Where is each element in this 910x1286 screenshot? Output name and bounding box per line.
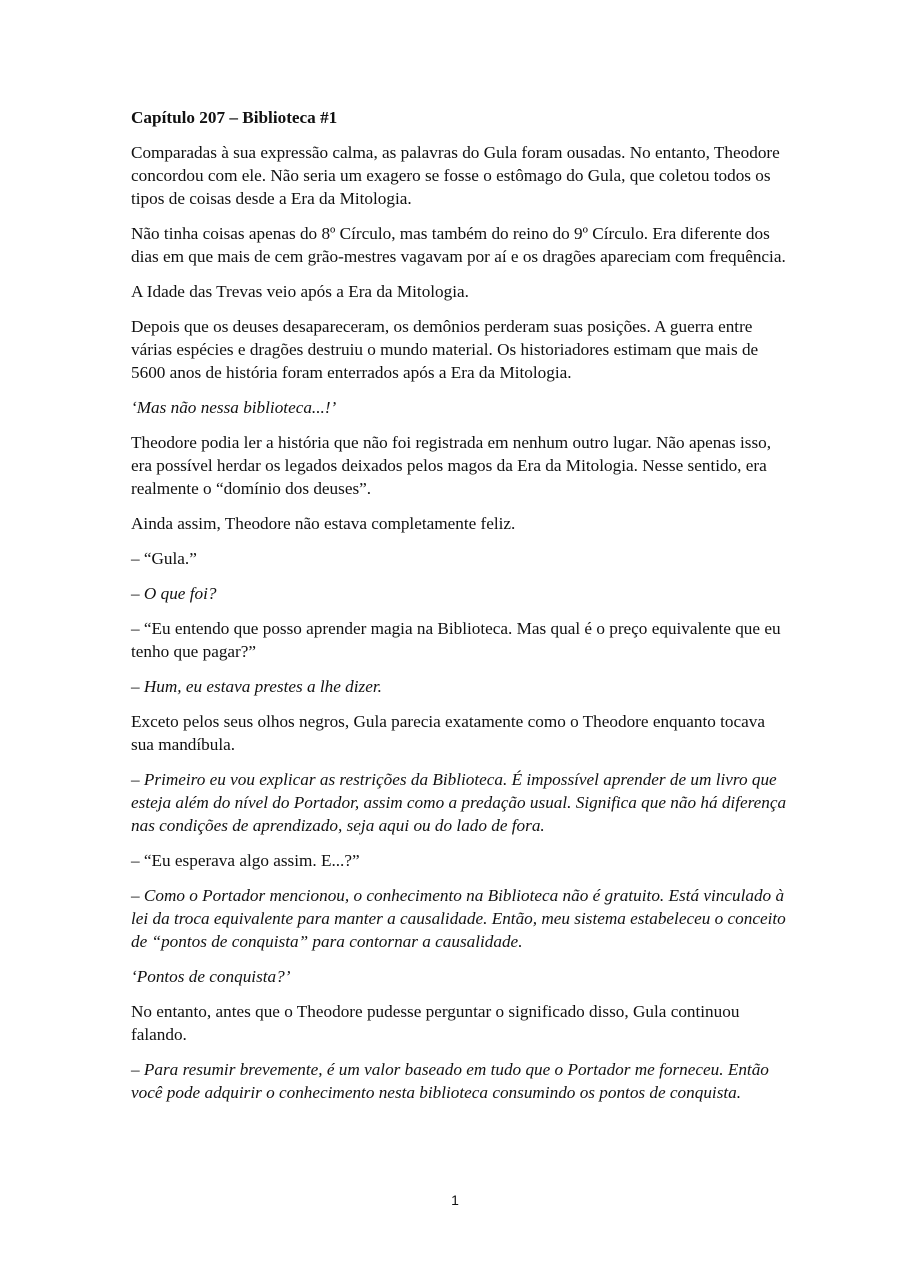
paragraph: – Primeiro eu vou explicar as restrições da Biblioteca. É impossível aprender de um livro que esteja além do nível do Portador, assim como a predação usual. Significa que não há diferença nas condições de aprendizado, seja aqui ou do lado de fora. (131, 770, 787, 835)
paragraph: – O que foi? (131, 584, 217, 603)
page-number: 1 (451, 1192, 459, 1208)
paragraph: – “Eu entendo que posso aprender magia na Biblioteca. Mas qual é o preço equivalente que eu tenho que pagar?” (131, 619, 781, 661)
paragraph: – Hum, eu estava prestes a lhe dizer. (131, 677, 382, 696)
paragraph: Ainda assim, Theodore não estava completamente feliz. (131, 514, 516, 533)
paragraph: Não tinha coisas apenas do 8º Círculo, mas também do reino do 9º Círculo. Era diferente dos dias em que mais de cem grão-mestres vagavam por aí e os dragões apareciam com frequência. (131, 224, 786, 266)
paragraph: Exceto pelos seus olhos negros, Gula parecia exatamente como o Theodore enquanto tocava sua mandíbula. (131, 712, 765, 754)
paragraph: Theodore podia ler a história que não foi registrada em nenhum outro lugar. Não apenas isso, era possível herdar os legados deixados pelos magos da Era da Mitologia. Nesse sentido, era realmente o “domínio dos deuses”. (131, 433, 772, 498)
paragraph-list (131, 141, 791, 1104)
page-body (131, 106, 791, 1116)
paragraph: A Idade das Trevas veio após a Era da Mitologia. (131, 282, 469, 301)
paragraph: ‘Mas não nessa biblioteca...!’ (131, 398, 337, 417)
chapter-title: Capítulo 207 – Biblioteca #1 (131, 108, 338, 127)
paragraph: Depois que os deuses desapareceram, os demônios perderam suas posições. A guerra entre várias espécies e dragões destruiu o mundo material. Os historiadores estimam que mais de 5600 anos de história foram enterrados após a Era da Mitologia. (131, 317, 759, 382)
paragraph: – “Eu esperava algo assim. E...?” (131, 851, 360, 870)
paragraph: No entanto, antes que o Theodore pudesse perguntar o significado disso, Gula continuou falando. (131, 1002, 740, 1044)
paragraph: Comparadas à sua expressão calma, as palavras do Gula foram ousadas. No entanto, Theodore concordou com ele. Não seria um exagero se fosse o estômago do Gula, que coletou todos os tipos de coisas desde a Era da Mitologia. (131, 143, 780, 208)
paragraph: – Como o Portador mencionou, o conhecimento na Biblioteca não é gratuito. Está vinculado à lei da troca equivalente para manter a causalidade. Então, meu sistema estabeleceu o conceito de “pontos de conquista” para contornar a causalidade. (131, 886, 786, 951)
paragraph: – Para resumir brevemente, é um valor baseado em tudo que o Portador me forneceu. Então você pode adquirir o conhecimento nesta biblioteca consumindo os pontos de conquista. (131, 1060, 769, 1102)
paragraph: ‘Pontos de conquista?’ (131, 967, 291, 986)
paragraph: – “Gula.” (131, 549, 197, 568)
